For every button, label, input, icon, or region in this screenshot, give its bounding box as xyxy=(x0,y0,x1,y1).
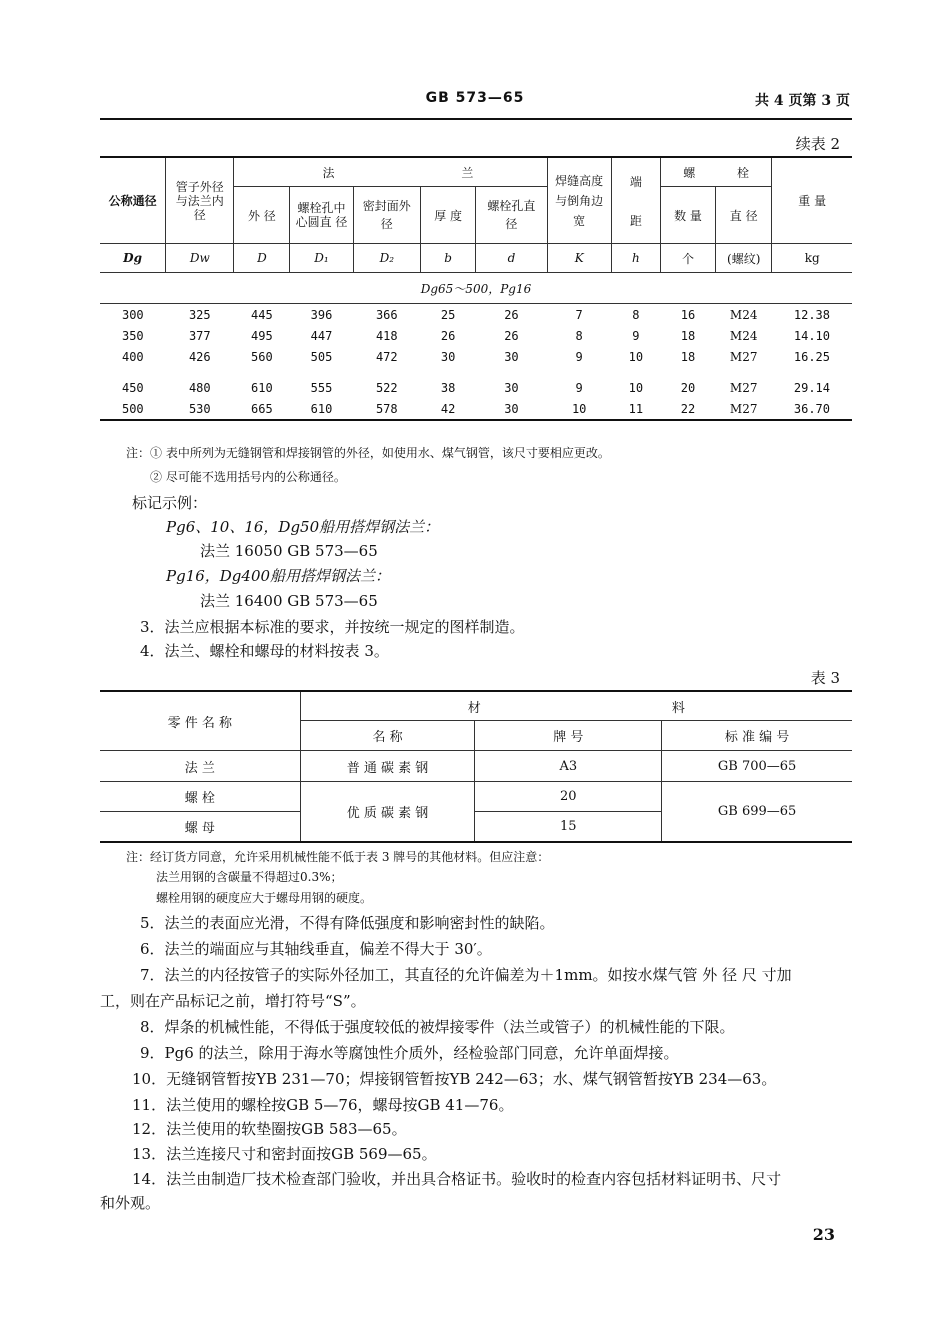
sym-hole: d xyxy=(476,244,547,273)
t3-material-b: 料 xyxy=(671,700,685,716)
hdr-nominal: 公称通径 xyxy=(108,194,157,208)
standard-code: GB 573—65 xyxy=(425,90,525,106)
table-cell: 26 xyxy=(504,307,519,322)
item-3: 3．法兰应根据本标准的要求，并按统一规定的图样制造。 xyxy=(140,618,525,636)
table2-body xyxy=(100,304,852,421)
table-cell: 350 xyxy=(121,328,144,343)
table-cell: 9 xyxy=(632,328,640,343)
item-8: 8．焊条的机械性能，不得低于强度较低的被焊接零件（法兰或管子）的机械性能的下限。 xyxy=(140,1018,735,1036)
hdr-bolt-b: 栓 xyxy=(737,165,750,180)
marking-ex1-desc: Pg6、10、16，Dg50船用搭焊钢法兰： xyxy=(166,518,440,536)
hdr-outer: 外 径 xyxy=(234,187,290,244)
table-cell: 10 xyxy=(628,349,644,364)
item-6: 6．法兰的端面应与其轴线垂直，偏差不得大于 30′。 xyxy=(140,940,492,958)
table-cell: 9 xyxy=(575,349,583,364)
table3-note-3: 螺栓用钢的硬度应大于螺母用钢的硬度。 xyxy=(156,891,373,905)
item-4: 4．法兰、螺栓和螺母的材料按表 3。 xyxy=(140,642,389,660)
page-indicator: 共 4 页第 3 页 xyxy=(755,93,850,109)
page-number: 23 xyxy=(812,1225,835,1244)
sym-seal: D₂ xyxy=(353,244,420,273)
sym-weld: K xyxy=(547,244,611,273)
hdr-bolt-group xyxy=(660,157,771,187)
table-cell: 18 xyxy=(680,349,696,364)
table-cell: 495 xyxy=(251,328,273,343)
table-cell: 480 xyxy=(188,380,211,395)
table3-note-2: 法兰用钢的含碳量不得超过0.3%； xyxy=(156,870,343,884)
unit-qty: 个 xyxy=(660,244,715,273)
item-10: 10．无缝钢管暂按YB 231—70；焊接钢管暂按YB 242—63；水、煤气钢管暂按YB 234—63。 xyxy=(132,1070,777,1088)
t3-part-name: 零 件 名 称 xyxy=(167,715,233,731)
table-cell: 505 xyxy=(310,349,333,364)
hdr-pipe: 管子外径与法兰内径 xyxy=(166,157,234,244)
table-cell: 9 xyxy=(575,380,583,395)
t3-col-name: 名 称 xyxy=(300,721,475,751)
t3-nut-grade: 15 xyxy=(475,812,662,843)
table-cell: 560 xyxy=(251,349,273,364)
sym-end: h xyxy=(611,244,660,273)
hdr-end xyxy=(611,157,660,244)
marking-ex1-mark: 法兰 16050 GB 573—65 xyxy=(200,542,378,560)
marking-ex2-mark: 法兰 16400 GB 573—65 xyxy=(200,592,378,610)
sym-bolt-circle: D₁ xyxy=(290,244,353,273)
table-cell: M27 xyxy=(729,349,758,364)
table-cell: 18 xyxy=(680,328,696,343)
table-cell: 377 xyxy=(188,328,211,343)
table2-caption: 续表 2 xyxy=(795,135,840,153)
t3-flange-mat: 普 通 碳 素 钢 xyxy=(300,751,475,782)
table-row xyxy=(100,304,852,326)
table-cell: 447 xyxy=(310,328,333,343)
hdr-flange-group xyxy=(234,157,547,187)
t3-bolt: 螺 栓 xyxy=(100,782,300,812)
table-row xyxy=(100,325,852,346)
t3-nut: 螺 母 xyxy=(184,821,215,836)
flange-dimension-table xyxy=(100,156,852,421)
t3-material-a: 材 xyxy=(467,700,481,716)
table-cell: 10 xyxy=(571,401,587,416)
marking-ex2-desc: Pg16，Dg400船用搭焊钢法兰： xyxy=(166,567,391,585)
table-cell: 7 xyxy=(575,307,583,322)
table-cell: M27 xyxy=(729,401,758,416)
table-cell: 10 xyxy=(628,380,644,395)
table-cell: 530 xyxy=(188,401,211,416)
table-cell: 8 xyxy=(632,307,640,322)
t3-quality-mat: 优 质 碳 素 钢 xyxy=(300,782,475,843)
hdr-thick: 厚 度 xyxy=(420,187,475,244)
table-cell: 665 xyxy=(251,401,273,416)
item-11: 11．法兰使用的螺栓按GB 5—76，螺母按GB 41—76。 xyxy=(132,1096,514,1114)
table-cell: 522 xyxy=(375,380,398,395)
item-14-line1: 14．法兰由制造厂技术检查部门验收，并出具合格证书。验收时的检查内容包括材料证明书、尺寸 xyxy=(132,1170,782,1188)
table-cell: 16 xyxy=(680,307,696,322)
table-cell: 578 xyxy=(375,401,398,416)
unit-dia: (螺纹) xyxy=(716,244,772,273)
t3-flange-std: GB 700—65 xyxy=(662,751,852,782)
table-cell: 500 xyxy=(121,401,144,416)
table3-caption: 表 3 xyxy=(810,669,840,687)
table-row xyxy=(100,346,852,372)
item-7-line2: 工，则在产品标记之前，增打符号“S”。 xyxy=(100,992,366,1010)
item-7-line1: 7．法兰的内径按管子的实际外径加工，其直径的允许偏差为＋1mm。如按水煤气管 外 径 尺 寸加 xyxy=(140,966,792,984)
marking-title: 标记示例： xyxy=(132,494,208,512)
sym-outer: D xyxy=(234,244,290,273)
t3-bolt-grade: 20 xyxy=(475,782,662,812)
hdr-end-b: 距 xyxy=(629,213,642,228)
table-cell: 26 xyxy=(440,328,456,343)
table-cell: 11 xyxy=(628,401,644,416)
sym-thick: b xyxy=(420,244,475,273)
table-cell: 555 xyxy=(310,380,333,395)
hdr-weight: 重 量 xyxy=(772,157,852,244)
table2-header xyxy=(100,157,852,273)
table-cell: 42 xyxy=(440,401,456,416)
item-13: 13．法兰连接尺寸和密封面按GB 569—65。 xyxy=(132,1145,437,1163)
table-cell: M24 xyxy=(729,307,758,322)
t3-flange-grade: A3 xyxy=(475,751,662,782)
table-cell: 38 xyxy=(440,380,456,395)
table-cell: 418 xyxy=(375,328,398,343)
table-cell: 26 xyxy=(504,328,519,343)
table-row xyxy=(100,372,852,398)
table-row xyxy=(100,398,852,420)
t3-col-grade: 牌 号 xyxy=(475,721,662,751)
hdr-weld: 焊缝高度与倒角边宽 xyxy=(547,157,611,244)
table-cell: 8 xyxy=(575,328,583,343)
table-cell: 25 xyxy=(440,307,456,322)
table-cell: 22 xyxy=(680,401,696,416)
table-cell: 300 xyxy=(121,307,144,322)
table-cell: M24 xyxy=(729,328,758,343)
hdr-bolt-a: 螺 xyxy=(683,165,696,180)
table2-note-2: ② 尽可能不选用括号内的公称通径。 xyxy=(150,470,346,484)
table-cell: 14.10 xyxy=(793,328,830,343)
table-cell: 12.38 xyxy=(793,307,830,322)
table-cell: 396 xyxy=(310,307,333,322)
table-cell: 16.25 xyxy=(793,349,830,364)
hdr-flange-b: 兰 xyxy=(461,165,474,180)
table2-note-1: 注：① 表中所列为无缝钢管和焊接钢管的外径，如使用水、煤气钢管，该尺寸要相应更改。 xyxy=(126,446,610,460)
section-label: Dg65～500，Pg16 xyxy=(420,281,532,296)
hdr-flange-a: 法 xyxy=(322,165,335,180)
table-cell: 366 xyxy=(375,307,398,322)
t3-material-group xyxy=(300,691,852,721)
table-cell: 426 xyxy=(188,349,211,364)
hdr-qty: 数 量 xyxy=(660,187,715,244)
header-rule xyxy=(100,118,852,120)
sym-nominal: Dg xyxy=(123,251,142,265)
table-cell: 610 xyxy=(251,380,273,395)
table-cell: 30 xyxy=(504,401,519,416)
table-cell: 472 xyxy=(375,349,398,364)
table-cell: M27 xyxy=(729,380,758,395)
table-cell: 30 xyxy=(504,349,519,364)
table-cell: 30 xyxy=(504,380,519,395)
item-12: 12．法兰使用的软垫圈按GB 583—65。 xyxy=(132,1120,407,1138)
table-cell: 30 xyxy=(440,349,456,364)
table-cell: 29.14 xyxy=(793,380,830,395)
table-cell: 445 xyxy=(251,307,273,322)
hdr-seal: 密封面外 径 xyxy=(353,187,420,244)
t3-col-std: 标 准 编 号 xyxy=(662,721,852,751)
material-table xyxy=(100,690,852,843)
t3-flange: 法 兰 xyxy=(184,760,215,776)
item-9: 9．Pg6 的法兰，除用于海水等腐蚀性介质外，经检验部门同意，允许单面焊接。 xyxy=(140,1044,679,1062)
hdr-hole: 螺栓孔直 径 xyxy=(476,187,547,244)
item-5: 5．法兰的表面应光滑，不得有降低强度和影响密封性的缺陷。 xyxy=(140,914,555,932)
sym-pipe: Dw xyxy=(166,244,234,273)
unit-weight: kg xyxy=(772,244,852,273)
table-cell: 400 xyxy=(121,349,144,364)
hdr-end-a: 端 xyxy=(629,174,642,189)
table3-note-1: 注：经订货方同意，允许采用机械性能不低于表 3 牌号的其他材料。但应注意： xyxy=(126,850,550,864)
table-cell: 610 xyxy=(310,401,333,416)
table-cell: 20 xyxy=(680,380,696,395)
t3-quality-std: GB 699—65 xyxy=(662,782,852,843)
table-cell: 450 xyxy=(121,380,144,395)
table-cell: 36.70 xyxy=(793,401,830,416)
hdr-dia: 直 径 xyxy=(716,187,772,244)
table-cell: 325 xyxy=(188,307,211,322)
item-14-line2: 和外观。 xyxy=(100,1194,161,1212)
hdr-bolt-circle: 螺栓孔中心圆直 径 xyxy=(290,187,353,244)
